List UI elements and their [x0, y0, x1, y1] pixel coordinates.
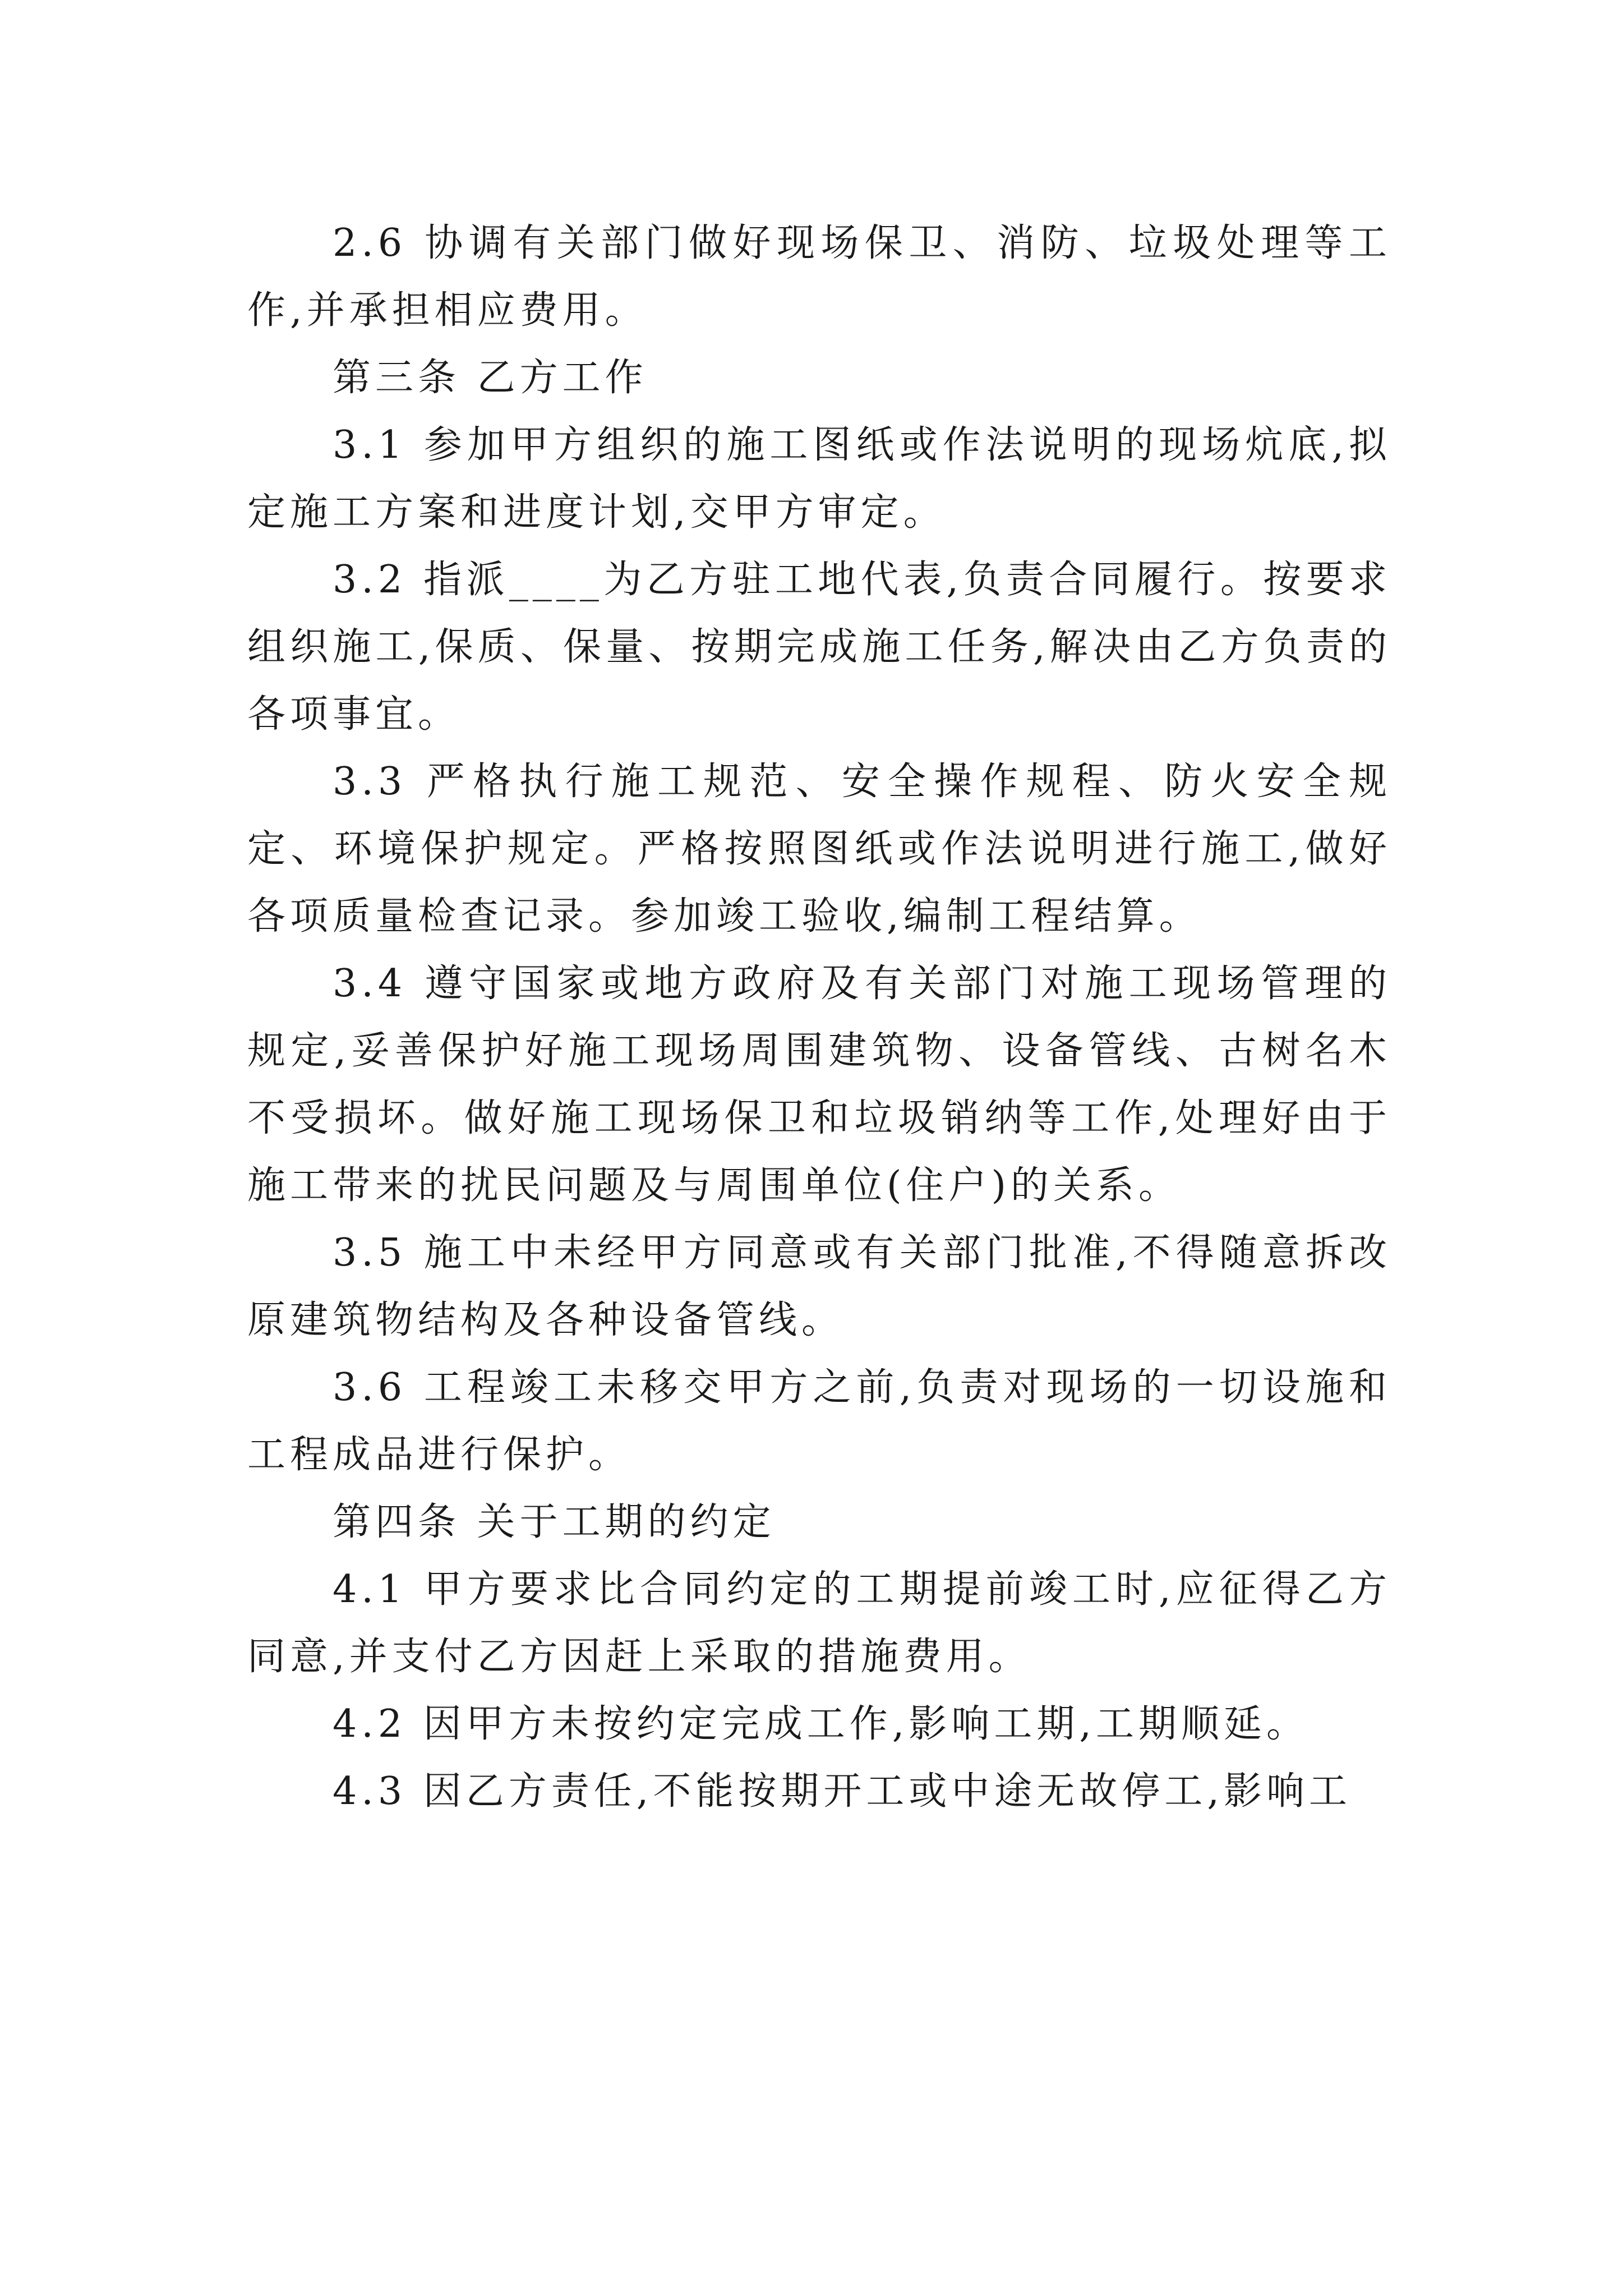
clause-4-3: 4.3 因乙方责任,不能按期开工或中途无故停工,影响工 [333, 1769, 1352, 1814]
clause-3-5: 3.5 施工中未经甲方同意或有关部门批准,不得随意拆改原建筑物结构及各种设备管线。 [247, 1231, 1391, 1342]
clause-3-2: 3.2 指派____为乙方驻工地代表,负责合同履行。按要求组织施工,保质、保量、按期完成施工任务,解决由乙方负责的各项事宜。 [247, 558, 1391, 737]
clause-3-1: 3.1 参加甲方组织的施工图纸或作法说明的现场炕底,拟定施工方案和进度计划,交甲方审定。 [247, 423, 1391, 535]
article-3-heading: 第三条 乙方工作 [333, 356, 648, 400]
clause-4-2: 4.2 因甲方未按约定完成工作,影响工期,工期顺延。 [333, 1702, 1309, 1746]
article-4-heading: 第四条 关于工期的约定 [333, 1500, 776, 1544]
clause-4-1: 4.1 甲方要求比合同约定的工期提前竣工时,应征得乙方同意,并支付乙方因赶上采取的措施费用。 [247, 1567, 1391, 1679]
clause-3-3: 3.3 严格执行施工规范、安全操作规程、防火安全规定、环境保护规定。严格按照图纸或作法说明进行施工,做好各项质量检查记录。参加竣工验收,编制工程结算。 [247, 760, 1391, 938]
clause-3-6: 3.6 工程竣工未移交甲方之前,负责对现场的一切设施和工程成品进行保护。 [247, 1365, 1391, 1477]
clause-2-6: 2.6 协调有关部门做好现场保卫、消防、垃圾处理等工作,并承担相应费用。 [247, 221, 1391, 333]
clause-3-4: 3.4 遵守国家或地方政府及有关部门对施工现场管理的规定,妥善保护好施工现场周围建筑物、设备管线、古树名木不受损坏。做好施工现场保卫和垃圾销纳等工作,处理好由于施工带来的扰民问题及与周围单位(住户)的关系。 [247, 961, 1391, 1208]
document-body [247, 210, 1391, 1825]
